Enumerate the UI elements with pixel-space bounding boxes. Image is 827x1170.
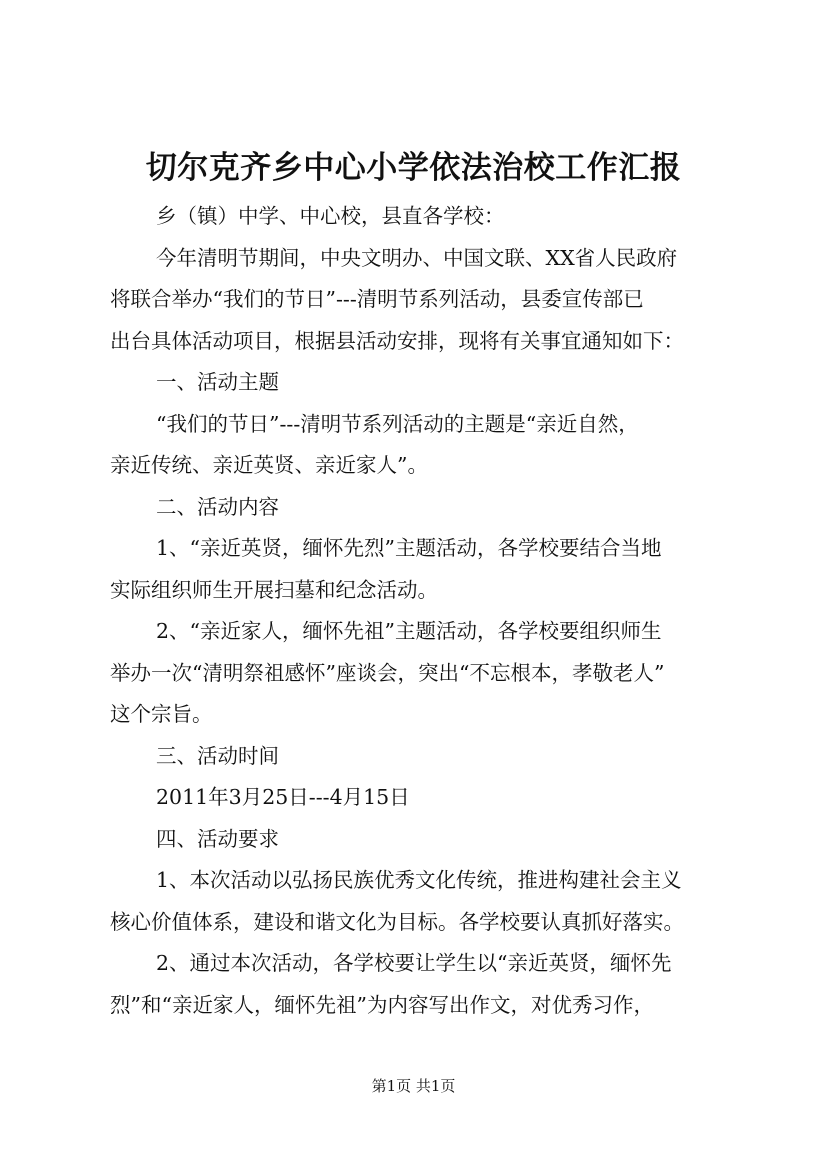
paragraph-line: 出台具体活动项目，根据县活动安排，现将有关事宜通知如下： bbox=[110, 328, 684, 353]
paragraph-line: 2011年3月25日---4月15日 bbox=[156, 785, 410, 809]
paragraph-line: 一、活动主题 bbox=[156, 370, 279, 394]
paragraph-line: 将联合举办“我们的节日”---清明节系列活动，县委宣传部已 bbox=[110, 287, 644, 311]
paragraph-line: 实际组织师生开展扫墓和纪念活动。 bbox=[110, 577, 438, 602]
paragraph-line: 亲近传统、亲近英贤、亲近家人”。 bbox=[110, 453, 428, 477]
paragraph-line: 乡（镇）中学、中心校，县直各学校： bbox=[156, 204, 505, 228]
document-body bbox=[110, 196, 740, 1026]
paragraph-line: 2、通过本次活动，各学校要让学生以“亲近英贤，缅怀先 bbox=[156, 951, 672, 975]
paragraph-line: 二、活动内容 bbox=[156, 494, 279, 519]
document-title: 切尔克齐乡中心小学依法治校工作汇报 bbox=[145, 150, 682, 186]
paragraph-line: 2、“亲近家人，缅怀先祖”主题活动，各学校要组织师生 bbox=[156, 619, 662, 643]
paragraph-line: 1、本次活动以弘扬民族优秀文化传统，推进构建社会主义 bbox=[156, 868, 682, 892]
paragraph-line: 核心价值体系，建设和谐文化为目标。各学校要认真抓好落实。 bbox=[110, 909, 684, 934]
paragraph-line: 三、活动时间 bbox=[156, 743, 279, 768]
page-footer: 第1页 共1页 bbox=[371, 1077, 456, 1095]
paragraph-line: “我们的节日”---清明节系列活动的主题是“亲近自然， bbox=[156, 411, 639, 436]
paragraph-line: 四、活动要求 bbox=[156, 826, 279, 851]
paragraph-line: 举办一次“清明祭祖感怀”座谈会，突出“不忘根本，孝敬老人” bbox=[110, 660, 665, 685]
paragraph-line: 1、“亲近英贤，缅怀先烈”主题活动，各学校要结合当地 bbox=[156, 536, 662, 560]
paragraph-line: 烈”和“亲近家人，缅怀先祖”为内容写出作文，对优秀习作， bbox=[110, 992, 654, 1017]
paragraph-line: 这个宗旨。 bbox=[110, 702, 213, 726]
paragraph-line: 今年清明节期间，中央文明办、中国文联、XX省人民政府 bbox=[156, 245, 678, 270]
